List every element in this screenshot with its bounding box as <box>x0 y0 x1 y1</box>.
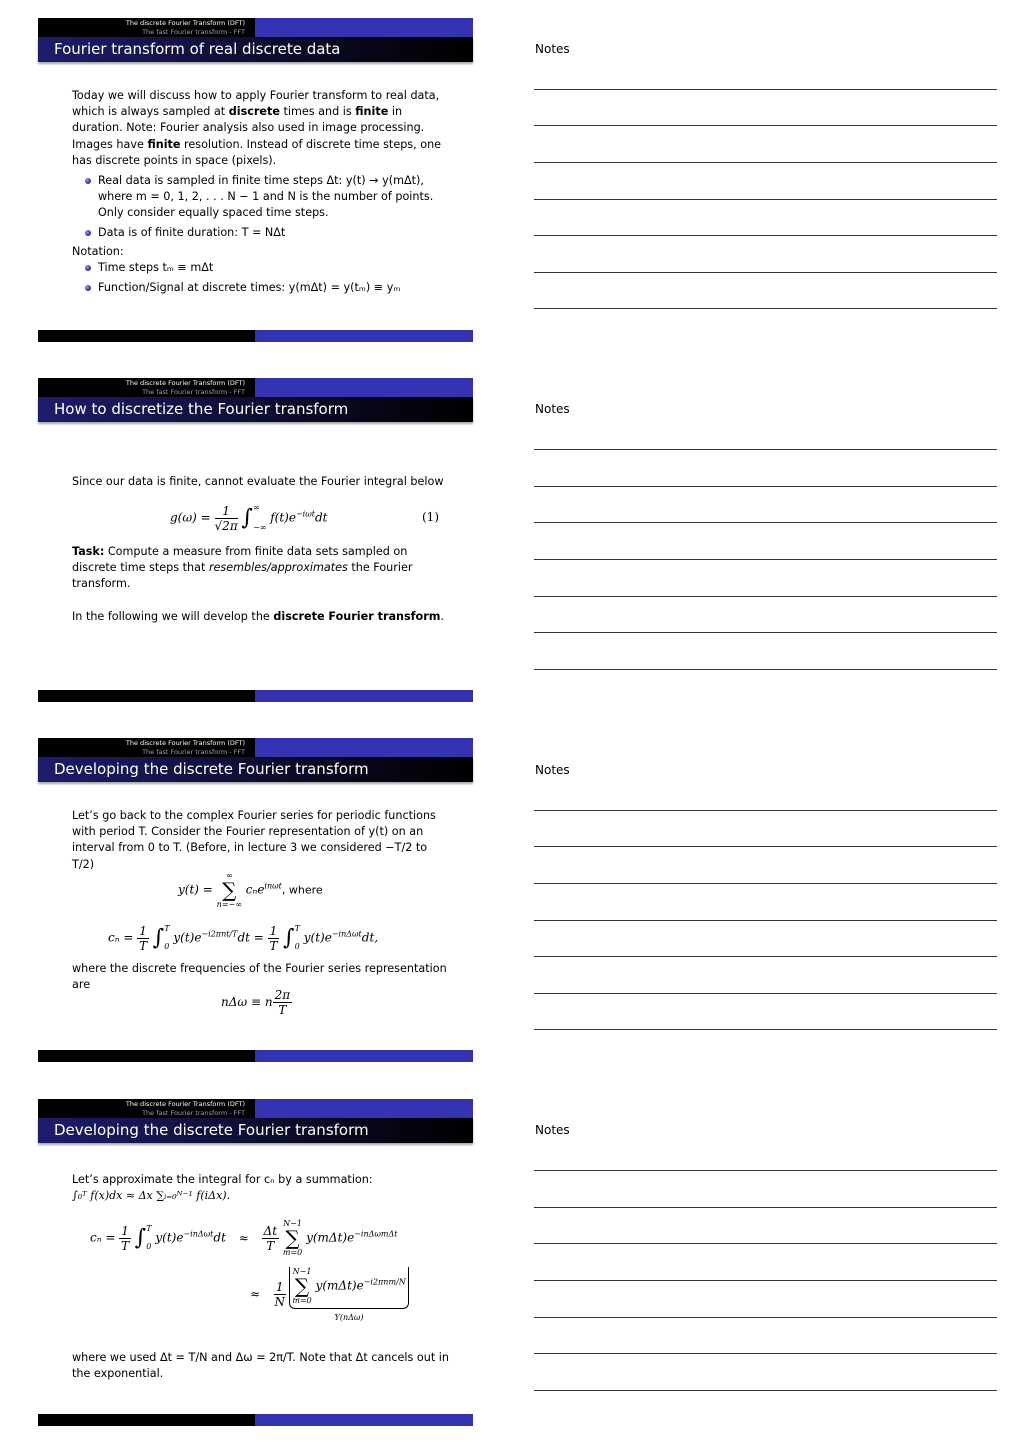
section-navigation <box>38 1099 473 1118</box>
note-line[interactable] <box>534 669 997 670</box>
note-line[interactable] <box>534 89 997 90</box>
note-line[interactable] <box>534 1207 997 1208</box>
footer-bar <box>38 1050 473 1062</box>
nav-section-fft[interactable]: The fast Fourier transform - FFT <box>142 388 245 396</box>
slide-title-bar <box>38 37 473 62</box>
slide-title: Developing the discrete Fourier transform <box>54 1121 369 1139</box>
section-navigation <box>38 378 473 397</box>
nav-section-dft[interactable]: The discrete Fourier Transform (DFT) <box>125 1100 245 1108</box>
notes-label: Notes <box>535 42 570 56</box>
equation-fourier-series: y(t) = ∞ ∑ n=−∞ cₙe$^{in\omega t}$, where <box>178 871 323 909</box>
notes-label: Notes <box>535 763 570 777</box>
note-line[interactable] <box>534 1029 997 1030</box>
note-line[interactable] <box>534 883 997 884</box>
note-line[interactable] <box>534 486 997 487</box>
note-line[interactable] <box>534 1390 997 1391</box>
intro-paragraph: Let’s approximate the integral for cₙ by a summation: <box>72 1173 373 1186</box>
note-line[interactable] <box>534 956 997 957</box>
bullet-signal: Function/Signal at discrete times: y(mΔt) = y(tₘ) ≡ yₘ <box>98 280 452 296</box>
footer-bar <box>38 330 473 342</box>
notation-label: Notation: <box>72 244 124 258</box>
note-line[interactable] <box>534 846 997 847</box>
bullet-duration: Data is of finite duration: T = NΔt <box>98 225 452 241</box>
approx-sign: ≈ <box>250 1287 261 1301</box>
task-block <box>72 544 452 625</box>
nav-section-fft[interactable]: The fast Fourier transform - FFT <box>142 748 245 756</box>
note-line[interactable] <box>534 1317 997 1318</box>
equation-dft-line2: ≈ $\frac{1}{N}$ N−1 ∑ m=0 $y(m\Delta t)e^{-i2\pi nm/N}$ Y(nΔω) <box>250 1267 409 1322</box>
note-line[interactable] <box>534 810 997 811</box>
notes-label: Notes <box>535 1123 570 1137</box>
note-line[interactable] <box>534 632 997 633</box>
note-line[interactable] <box>534 1353 997 1354</box>
slide-body <box>72 1172 452 1204</box>
slide-3 <box>38 738 473 1065</box>
slide-1 <box>38 18 473 345</box>
note-line[interactable] <box>534 993 997 994</box>
note-line[interactable] <box>534 920 997 921</box>
note-line[interactable] <box>534 272 997 273</box>
note-line[interactable] <box>534 1243 997 1244</box>
nav-section-dft[interactable]: The discrete Fourier Transform (DFT) <box>125 379 245 387</box>
footer-bar <box>38 1414 473 1426</box>
notes-area-4 <box>534 1123 997 1423</box>
intro-paragraph: Today we will discuss how to apply Fourier transform to real data, which is always sampled at discrete times and is finite in duration. Note: Fourier analysis also used in image processing. Images have finite resolution. Instead of discrete time steps, one has discrete points in space (pixels). <box>72 89 442 167</box>
nav-section-dft[interactable]: The discrete Fourier Transform (DFT) <box>125 19 245 27</box>
slide-4 <box>38 1099 473 1426</box>
notes-area-1 <box>534 42 997 342</box>
task-paragraph: Task: Compute a measure from finite data sets sampled on discrete time steps that resembles/approximates the Fourier transform. <box>72 545 413 591</box>
equation-number: (1) <box>422 510 439 524</box>
slide-title-bar <box>38 757 473 782</box>
follow-paragraph: In the following we will develop the discrete Fourier transform. <box>72 609 444 623</box>
equation-frequency: nΔω ≡ n $\frac{2\pi}{T}$ <box>221 988 291 1017</box>
slide-2 <box>38 378 473 705</box>
bullet-time-steps: Time steps tₘ ≡ mΔt <box>98 260 452 276</box>
note-line[interactable] <box>534 162 997 163</box>
note-line[interactable] <box>534 596 997 597</box>
slide-body <box>72 474 452 490</box>
notes-area-3 <box>534 763 997 1063</box>
note-line[interactable] <box>534 559 997 560</box>
equation-fourier-integral: g(ω) = $\frac{1}{√2\pi}$ ∫ ∞ −∞ $f(t)e^{-i\omega t}dt$ <box>170 503 328 533</box>
slide-title-bar <box>38 397 473 422</box>
nav-section-dft[interactable]: The discrete Fourier Transform (DFT) <box>125 739 245 747</box>
brace-label: Y(nΔω) <box>334 1313 364 1322</box>
slide-title-bar <box>38 1118 473 1143</box>
outro-block <box>72 1350 452 1382</box>
note-line[interactable] <box>534 235 997 236</box>
intro-formula: ∫₀ᵀ f(x)dx ≈ Δx ∑ᵢ₌₀ᴺ⁻¹ f(iΔx). <box>72 1189 231 1203</box>
note-line[interactable] <box>534 1280 997 1281</box>
note-line[interactable] <box>534 449 997 450</box>
outro-paragraph: where we used Δt = T/N and Δω = 2π/T. Note that Δt cancels out in the exponential. <box>72 1351 449 1381</box>
section-navigation <box>38 738 473 757</box>
section-navigation <box>38 18 473 37</box>
note-line[interactable] <box>534 125 997 126</box>
intro-paragraph: Since our data is finite, cannot evaluate the Fourier integral below <box>72 475 444 488</box>
slide-title: Fourier transform of real discrete data <box>54 40 341 58</box>
after-paragraph: where the discrete frequencies of the Fourier series representation are <box>72 962 447 992</box>
note-line[interactable] <box>534 308 997 309</box>
slide-title: How to discretize the Fourier transform <box>54 400 349 418</box>
slide-body <box>72 88 452 296</box>
notes-label: Notes <box>535 402 570 416</box>
equation-dft-line1: cₙ = $\frac{1}{T}$ ∫ T 0 $y(t)e^{-in\Delta\omega t}dt$ ≈ $\frac{\Delta t}{T}$ N−1 ∑ m=0 $y(m\Delta t)e^{-in\Delta\omega m\Delta t}$ <box>90 1219 398 1257</box>
note-line[interactable] <box>534 1170 997 1171</box>
intro-paragraph: Let’s go back to the complex Fourier series for periodic functions with period T. Consider the Fourier representation of y(t) on an interval from 0 to T. (Before, in lecture 3 we considered −T/2 to T/2) <box>72 809 436 871</box>
nav-section-fft[interactable]: The fast Fourier transform - FFT <box>142 1109 245 1117</box>
notes-area-2 <box>534 402 997 702</box>
slide-body <box>72 808 452 873</box>
footer-bar <box>38 690 473 702</box>
note-line[interactable] <box>534 522 997 523</box>
nav-section-fft[interactable]: The fast Fourier transform - FFT <box>142 28 245 36</box>
note-line[interactable] <box>534 199 997 200</box>
bullet-sampling: Real data is sampled in finite time steps Δt: y(t) → y(mΔt), where m = 0, 1, 2, . . . N − 1 and N is the number of points. Only consider equally spaced time steps. <box>98 173 452 222</box>
slide-title: Developing the discrete Fourier transform <box>54 760 369 778</box>
equation-coefficient: cₙ = $\frac{1}{T}$ ∫ T 0 $y(t)e^{-i2\pi nt/T}dt$ = $\frac{1}{T}$ ∫ T 0 $y(t)e^{-in\Delta\omega t}dt$, <box>108 923 379 953</box>
